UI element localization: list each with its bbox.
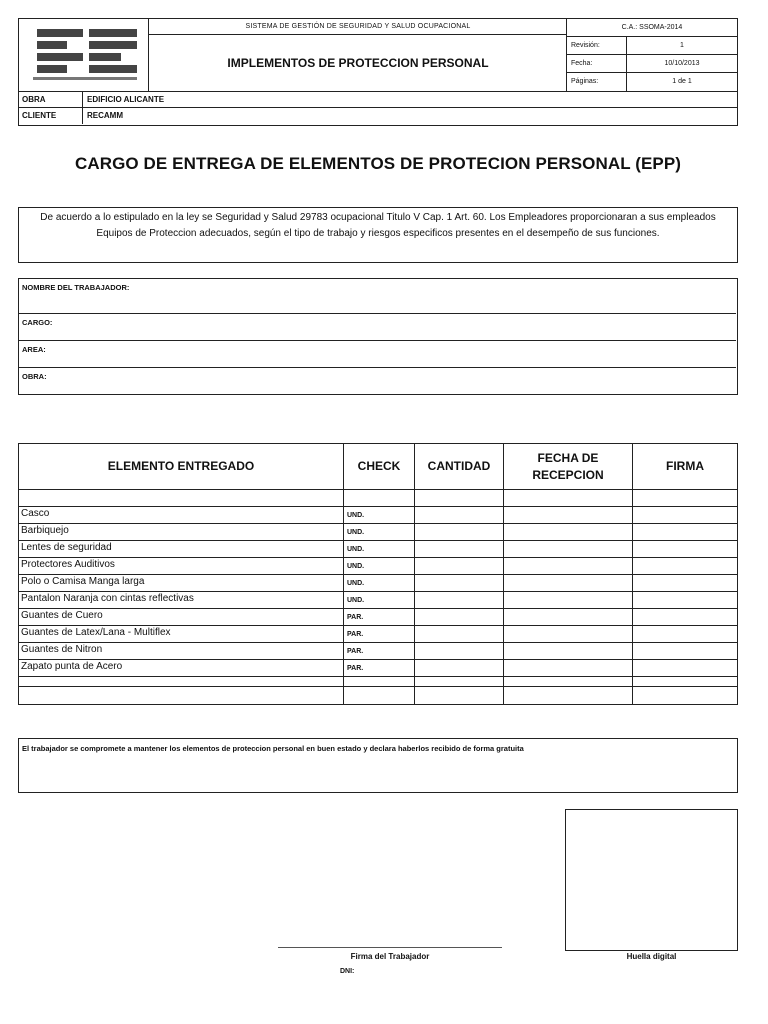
table-row-unit: UND. bbox=[347, 529, 365, 536]
meta-pages bbox=[567, 73, 737, 91]
cliente-label: CLIENTE bbox=[19, 108, 83, 124]
header-quantity: CANTIDAD bbox=[427, 459, 491, 473]
worker-area-field[interactable]: AREA: bbox=[19, 341, 736, 368]
obra-label: OBRA bbox=[19, 92, 83, 108]
table-row-unit: UND. bbox=[347, 580, 365, 587]
meta-date bbox=[567, 55, 737, 73]
worker-name-field[interactable]: NOMBRE DEL TRABAJADOR: bbox=[19, 279, 736, 314]
header-signature: FIRMA bbox=[666, 459, 704, 473]
meta-label: Fecha: bbox=[567, 55, 627, 73]
table-row-item: Pantalon Naranja con cintas reflectivas bbox=[21, 593, 194, 604]
meta-label: Páginas: bbox=[567, 73, 627, 91]
company-logo bbox=[19, 19, 149, 91]
table-row-unit: UND. bbox=[347, 597, 365, 604]
commitment-statement: El trabajador se compromete a mantener los elementos de proteccion personal en buen estado y declara haberlos recibido de forma gratuita bbox=[18, 738, 738, 793]
thumbprint-label: Huella digital bbox=[626, 952, 677, 961]
meta-revision bbox=[567, 37, 737, 55]
table-row-item: Barbiquejo bbox=[21, 525, 69, 536]
epp-table bbox=[18, 443, 738, 705]
system-title: SISTEMA DE GESTIÓN DE SEGURIDAD Y SALUD OCUPACIONAL bbox=[149, 19, 567, 35]
table-row-unit: PAR. bbox=[347, 648, 364, 655]
worker-info bbox=[18, 278, 738, 395]
table-row-item: Casco bbox=[21, 508, 50, 519]
dni-label: DNI: bbox=[340, 968, 355, 975]
document-header bbox=[18, 18, 738, 92]
document-title: IMPLEMENTOS DE PROTECCION PERSONAL bbox=[227, 56, 489, 70]
table-row-unit: PAR. bbox=[347, 631, 364, 638]
table-row-unit: UND. bbox=[347, 512, 365, 519]
worker-signature-label: Firma del Trabajador bbox=[350, 952, 430, 961]
cliente-row bbox=[19, 108, 737, 124]
meta-value: 1 bbox=[680, 42, 684, 49]
table-row-unit: PAR. bbox=[347, 665, 364, 672]
worker-cargo-field[interactable]: CARGO: bbox=[19, 314, 736, 341]
meta-value: 10/10/2013 bbox=[664, 60, 700, 67]
table-row-unit: PAR. bbox=[347, 614, 364, 621]
obra-value: EDIFICIO ALICANTE bbox=[87, 95, 165, 104]
table-row-item: Guantes de Nitron bbox=[21, 644, 103, 655]
project-info bbox=[18, 92, 738, 126]
meta-label: Revisión: bbox=[567, 37, 627, 55]
table-row-item: Zapato punta de Acero bbox=[21, 661, 123, 672]
header-title-cell bbox=[149, 19, 567, 91]
header-check: CHECK bbox=[357, 459, 401, 473]
table-row-unit: UND. bbox=[347, 563, 365, 570]
document-code: C.A.: SSOMA-2014 bbox=[567, 19, 737, 37]
table-row-item: Lentes de seguridad bbox=[21, 542, 112, 553]
header-item: ELEMENTO ENTREGADO bbox=[107, 459, 255, 473]
worker-obra-field[interactable]: OBRA: bbox=[22, 372, 47, 381]
cliente-value: RECAMM bbox=[87, 111, 123, 120]
signature-line[interactable] bbox=[278, 947, 502, 948]
table-row-item: Guantes de Latex/Lana - Multiflex bbox=[21, 627, 171, 638]
table-row-item: Guantes de Cuero bbox=[21, 610, 103, 621]
main-title: CARGO DE ENTREGA DE ELEMENTOS DE PROTECION PERSONAL (EPP) bbox=[74, 154, 682, 173]
table-row-item: Polo o Camisa Manga larga bbox=[21, 576, 145, 587]
legal-paragraph: De acuerdo a lo estipulado en la ley se Seguridad y Salud 29783 ocupacional Titulo V Cap. 1 Art. 60. Los Empleadores proporcionaran a sus empleados Equipos de Proteccion adecuados, según el tipo de trabajo y riesgos especificos presentes en el desempeño de sus funciones. bbox=[18, 207, 738, 263]
table-row-item: Protectores Auditivos bbox=[21, 559, 115, 570]
thumbprint-box[interactable] bbox=[565, 809, 738, 951]
header-reception-date: FECHA DE RECEPCION bbox=[532, 450, 604, 482]
obra-row bbox=[19, 92, 737, 108]
meta-value: 1 de 1 bbox=[672, 78, 692, 85]
table-row-unit: UND. bbox=[347, 546, 365, 553]
